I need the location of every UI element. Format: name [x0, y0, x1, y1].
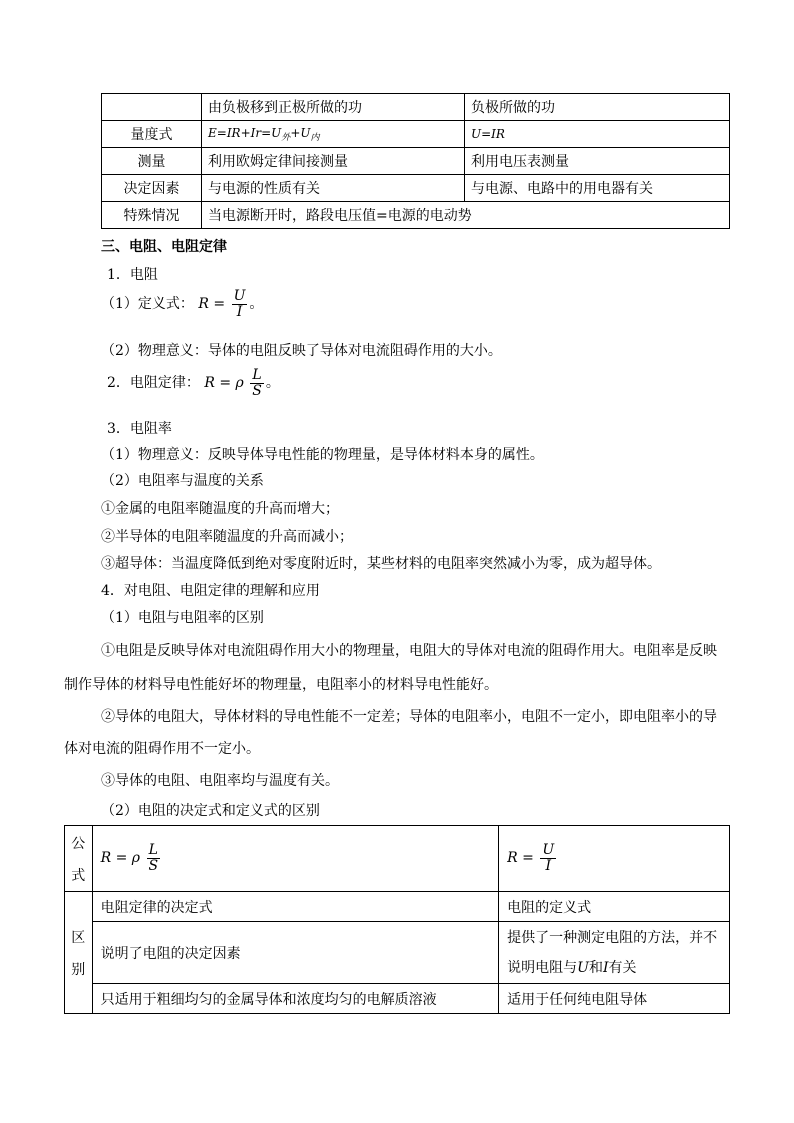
variable: U [577, 959, 589, 976]
table-row [102, 148, 730, 175]
emf-voltage-comparison-table [101, 93, 730, 229]
table-row [65, 922, 730, 984]
paragraph: ②导体的电阻大，导体材料的导电性能不一定差；导体的电阻率小，电阻不一定小，即电阻率小的导 [101, 709, 717, 725]
cell-text: 和 [588, 959, 603, 976]
table-row [65, 892, 730, 922]
fraction-denominator: S [252, 382, 262, 399]
table-cell: 负极所做的功 [465, 94, 730, 121]
paragraph: ①电阻是反映导体对电流阻碍作用大小的物理量，电阻大的导体对电流的阻碍作用大。电阻率是反映 [101, 643, 717, 659]
table-cell: 电阻定律的决定式 [92, 892, 499, 922]
formula-label: （1）定义式： [101, 296, 194, 313]
table-row [102, 175, 730, 202]
row-label: 决定因素 [102, 175, 202, 202]
label-char: 别 [71, 961, 86, 978]
cell-line [507, 953, 721, 983]
formula-text: E=IR+Ir=U [208, 125, 282, 140]
resistance-law-line [107, 368, 280, 398]
fraction [540, 843, 556, 873]
punctuation: 。 [249, 296, 264, 313]
table-cell [499, 826, 730, 892]
paragraph: （2）电阻率与温度的关系 [101, 473, 264, 489]
subsection-title: 4．对电阻、电阻定律的理解和应用 [101, 583, 320, 599]
table-row [102, 121, 730, 148]
paragraph: 体对电流的阻碍作用不一定小。 [64, 741, 260, 757]
label-char: 区 [71, 929, 86, 946]
section-heading: 三、电阻、电阻定律 [101, 239, 227, 255]
table-cell [202, 121, 465, 148]
table-row [65, 826, 730, 892]
table-row [102, 202, 730, 229]
list-item: ①金属的电阻率随温度的升高而增大； [101, 501, 339, 517]
formula-label: 2．电阻定律： [107, 375, 200, 392]
list-item: ③超导体：当温度降低到绝对零度附近时，某些材料的电阻率突然减小为零，成为超导体。 [101, 556, 661, 572]
table-cell: 与电源、电路中的用电器有关 [465, 175, 730, 202]
table-cell [499, 922, 730, 984]
fraction-denominator: S [148, 858, 159, 874]
row-label [65, 826, 93, 892]
table-cell: 只适用于粗细均匀的金属导体和浓度均匀的电解质溶液 [92, 984, 499, 1014]
table-cell [102, 94, 202, 121]
fraction-numerator: U [542, 842, 555, 859]
formula-subscript: 外 [281, 132, 291, 143]
table-cell: 利用电压表测量 [465, 148, 730, 175]
formula-lhs: R = [198, 296, 226, 313]
table-row [102, 94, 730, 121]
table-cell: 由负极移到正极所做的功 [202, 94, 465, 121]
paragraph: （2）物理意义：导体的电阻反映了导体对电流阻碍作用的大小。 [101, 343, 502, 359]
row-label [65, 892, 93, 1014]
fraction [146, 843, 160, 873]
list-item: ②半导体的电阻率随温度的升高而减小； [101, 529, 353, 545]
formula-lhs: R = ρ [100, 850, 140, 867]
fraction-numerator: U [233, 288, 246, 304]
definition-formula-line [101, 289, 263, 319]
fraction-denominator: I [236, 303, 243, 320]
table-cell: 电阻的定义式 [499, 892, 730, 922]
row-label: 特殊情况 [102, 202, 202, 229]
paragraph: （1）物理意义：反映导体导电性能的物理量，是导体材料本身的属性。 [101, 447, 544, 463]
row-label: 测量 [102, 148, 202, 175]
subsection-title: 3．电阻率 [107, 421, 172, 437]
table-cell: 说明了电阻的决定因素 [92, 922, 499, 984]
formula-lhs: R = ρ [204, 375, 244, 392]
formula-text: +U [290, 125, 311, 140]
variable: I [602, 959, 609, 976]
table-cell: 适用于任何纯电阻导体 [499, 984, 730, 1014]
fraction-numerator: L [148, 842, 158, 859]
cell-text: 有关 [608, 959, 637, 976]
paragraph: 制作导体的材料导电性能好坏的物理量，电阻率小的材料导电性能好。 [64, 677, 498, 693]
table-cell [92, 826, 499, 892]
fraction-denominator: I [545, 858, 551, 874]
paragraph: ③导体的电阻、电阻率均与温度有关。 [101, 773, 339, 789]
paragraph: （2）电阻的决定式和定义式的区别 [101, 803, 320, 819]
table-cell: 与电源的性质有关 [202, 175, 465, 202]
table-row [65, 984, 730, 1014]
table-cell: 利用欧姆定律间接测量 [202, 148, 465, 175]
fraction [250, 368, 264, 398]
formula-lhs: R = [507, 850, 534, 867]
subsection-title: 1．电阻 [107, 267, 158, 283]
resistance-formula-comparison-table [64, 825, 730, 1014]
cell-line: 提供了一种测定电阻的方法，并不 [507, 929, 718, 946]
fraction-numerator: L [252, 367, 262, 383]
fraction [232, 289, 248, 319]
table-cell: U=IR [465, 121, 730, 148]
label-char: 公 [71, 835, 86, 852]
table-cell: 当电源断开时，路段电压值=电源的电动势 [202, 202, 730, 229]
cell-text: 说明电阻与 [507, 959, 578, 976]
formula-subscript: 内 [310, 132, 320, 143]
label-char: 式 [71, 867, 86, 884]
punctuation: 。 [265, 375, 280, 392]
paragraph: （1）电阻与电阻率的区别 [101, 610, 264, 626]
row-label: 量度式 [102, 121, 202, 148]
